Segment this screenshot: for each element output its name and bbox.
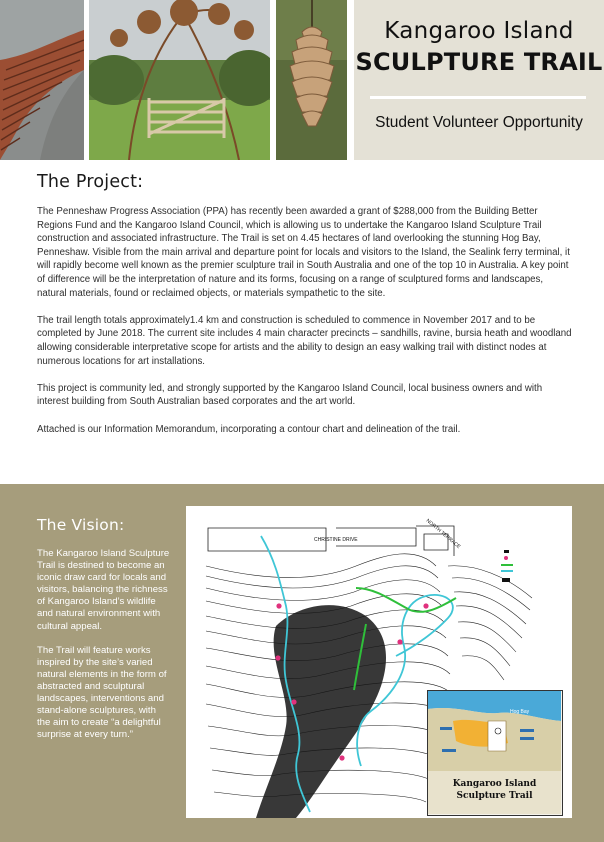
trail-green-north [356, 588, 456, 612]
project-paragraph: This project is community led, and strongly supported by the Kangaroo Island Council, local business owners and with interest building from South Australian based corporates and the art world. [37, 382, 543, 408]
road-label: NORTH TERRACE [424, 517, 462, 551]
subtitle: Student Volunteer Opportunity [375, 114, 583, 131]
inset-title-line2: Sculpture Trail [456, 791, 533, 801]
sculpture-node [291, 699, 296, 704]
title-divider [370, 96, 586, 99]
sculpture-node [275, 655, 280, 660]
project-heading: The Project: [37, 172, 144, 192]
page-header [0, 0, 604, 160]
project-body [37, 205, 575, 450]
inset-place-label: Hog Bay [510, 709, 530, 715]
seed-pod-sculpture-photo [276, 0, 347, 160]
project-paragraph: The Penneshaw Progress Association (PPA) has recently been awarded a grant of $288,000 from the Building Better Regions Fund and the Kangaroo Island Council, which is allowing us to undertake the Kangaroo Island Sculpture Trail construction and associated infrastructure. The Trail is set on 4.45 hectares of land overlooking the stunning Hog Bay, Penneshaw. Visible from the main arrival and departure point for locals and visitors to the Island, the Sealink ferry terminal, it will rapidly become well known as the premier sculpture trail in South Australia and one of the top 10 in Australia. A key point of difference will be the interpretation of nature and its forms, focusing on a range of sculptured forms and landscapes, natural materials, found or reclaimed objects, or materials sympathetic to the site. [37, 206, 570, 299]
project-paragraph: Attached is our Information Memorandum, incorporating a contour chart and delineation of the trail. [37, 423, 461, 435]
vision-heading: The Vision: [37, 516, 125, 534]
vision-paragraph: The Kangaroo Island Sculpture Trail is destined to become an iconic draw card for locals and visitors, balancing the richness of Kangaroo Island’s wildlife and natural environment with cultural appeal. [37, 548, 170, 632]
sculpture-node [397, 639, 402, 644]
location-inset-map [427, 690, 563, 816]
ravine-shading [256, 605, 386, 818]
title-sculpture-trail: SCULPTURE TRAIL [355, 48, 603, 76]
sculpture-node [339, 755, 344, 760]
inset-title-line1: Kangaroo Island [452, 779, 537, 789]
contour-map [186, 506, 572, 818]
map-legend [501, 550, 513, 582]
road-label: CHRISTINE DRIVE [314, 537, 358, 543]
project-paragraph: The trail length totals approximately1.4 km and construction is scheduled to commence in November 2017 and to be completed by June 2018. The current site includes 4 main character precincts – sandhills, ravine, bursia heath and woodland allowing considerable interpretative scope for artists and the ability to design an easy walking trail with distinct nodes at numerous locations for art installations. [37, 314, 572, 367]
vision-body [37, 548, 171, 753]
vision-section [0, 484, 604, 842]
title-panel [354, 0, 604, 160]
title-kangaroo-island: Kangaroo Island [384, 18, 574, 44]
gate-sculpture-photo [89, 0, 270, 160]
sculpture-node [276, 603, 281, 608]
vision-paragraph: The Trail will feature works inspired by the site’s varied natural elements in the form of abstracted and sculptural landscapes, interventions and stand-alone sculptures, with the aim to create “a delightful surprise at every turn.” [37, 644, 167, 741]
sculpture-node [423, 603, 428, 608]
boardwalk-photo [0, 0, 84, 160]
